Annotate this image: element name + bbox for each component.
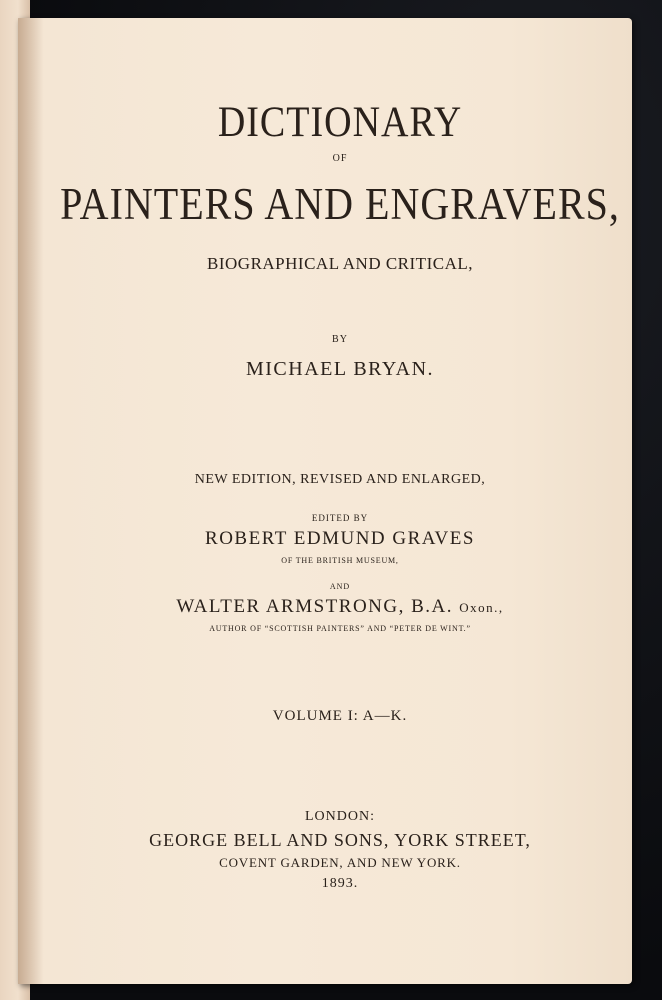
editor-1-name: ROBERT EDMUND GRAVES	[205, 528, 475, 549]
title-line-1: DICTIONARY	[217, 97, 463, 147]
edition-statement: NEW EDITION, REVISED AND ENLARGED,	[194, 472, 486, 487]
editor-2-affiliation: AUTHOR OF “SCOTTISH PAINTERS” AND “PETER DE WINT.”	[209, 624, 471, 633]
volume-label: VOLUME I: A—K.	[272, 708, 408, 724]
publisher-address: COVENT GARDEN, AND NEW YORK.	[219, 855, 461, 870]
publisher: GEORGE BELL AND SONS, YORK STREET,	[149, 830, 531, 850]
edited-by-label: EDITED BY	[311, 513, 369, 523]
title-line-2: PAINTERS AND ENGRAVERS,	[60, 177, 620, 230]
subtitle: BIOGRAPHICAL AND CRITICAL,	[207, 254, 473, 273]
editor-1-affiliation: OF THE BRITISH MUSEUM,	[281, 556, 399, 565]
and-label: AND	[329, 582, 351, 591]
publication-year: 1893.	[321, 876, 359, 891]
author-name: MICHAEL BRYAN.	[245, 358, 435, 380]
publication-place: LONDON:	[305, 809, 375, 824]
title-connector: OF	[332, 153, 348, 164]
editor-2-name: WALTER ARMSTRONG, B.A.	[176, 596, 454, 617]
by-label: BY	[332, 334, 348, 345]
editor-2-degree: Oxon.,	[459, 600, 504, 615]
editor-2-line	[40, 596, 640, 618]
